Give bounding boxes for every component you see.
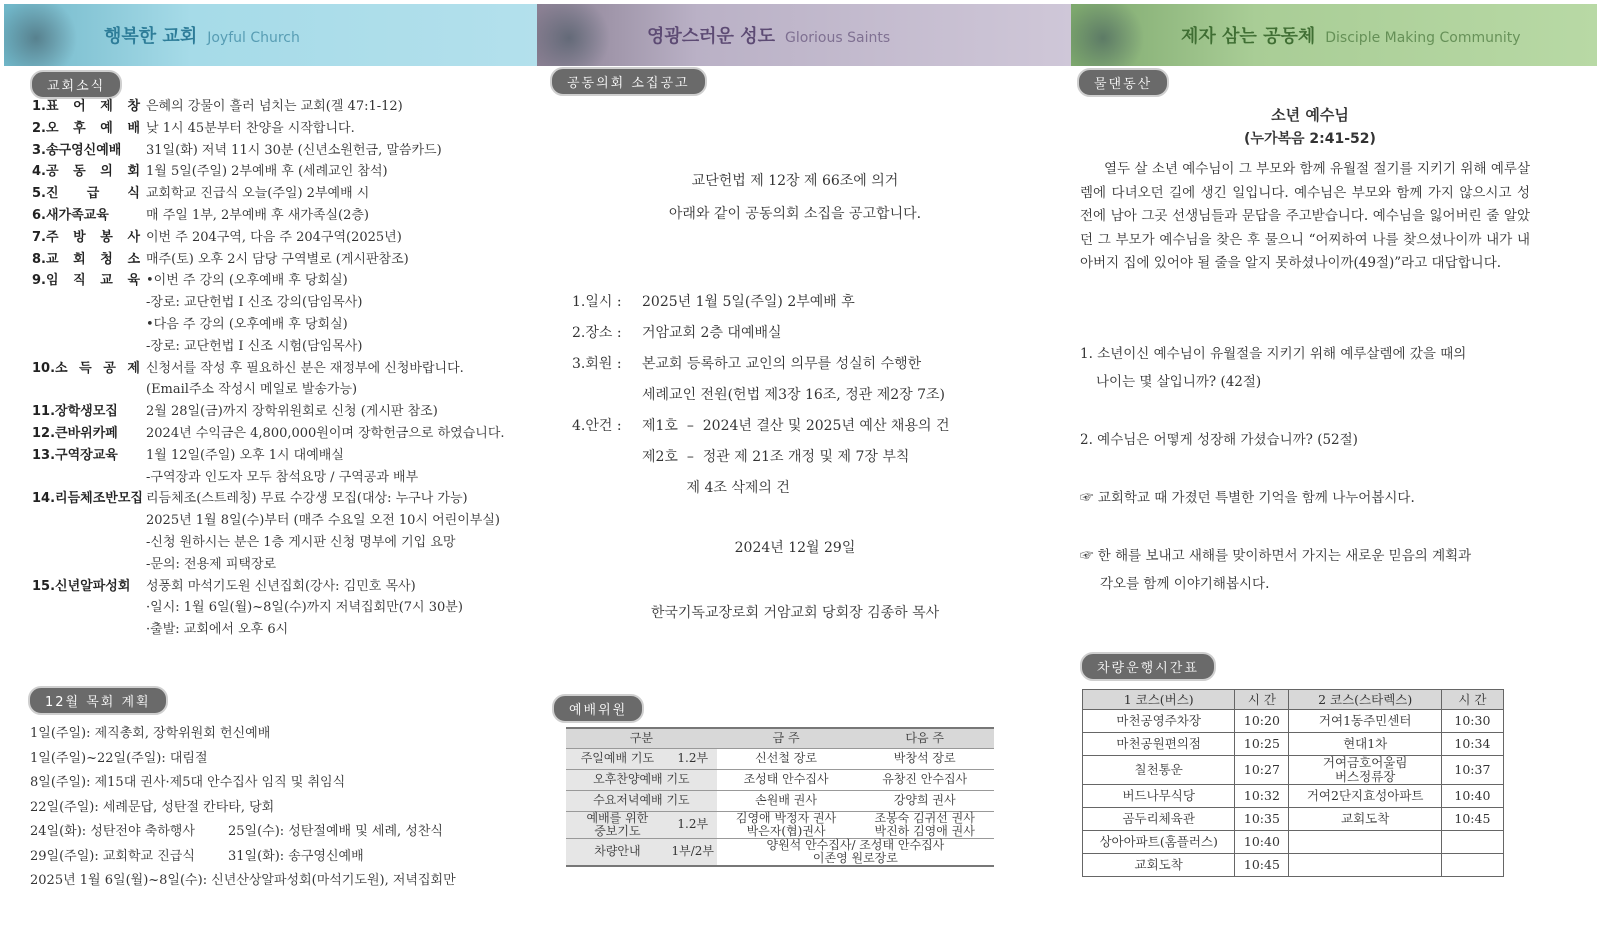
news-item-content	[146, 270, 512, 357]
news-item-content	[146, 249, 512, 271]
news-item-label: 13.구역장교육	[32, 447, 118, 463]
bus-cell	[1441, 831, 1503, 854]
this-week: 김영애 박정자 권사 박은자(협)권사	[717, 811, 856, 838]
header-photo	[537, 4, 617, 66]
notice-item-label: 1.일시 :	[572, 294, 622, 310]
news-item-line: 1월 12일(주일) 오후 1시 대예배실	[146, 447, 344, 463]
news-item-content	[146, 227, 512, 249]
news-item	[32, 118, 512, 140]
news-item-content	[146, 423, 512, 445]
notice-item	[572, 411, 1042, 504]
bus-cell: 10:34	[1441, 733, 1503, 756]
bus-cell: 버드나무식당	[1083, 785, 1235, 808]
next-week: 조봉숙 김귀선 권사 박진하 김영애 권사	[855, 811, 994, 838]
bus-cell: 10:37	[1441, 756, 1503, 785]
notice-item-content	[642, 349, 945, 411]
role-name: 오후찬양예배 기도	[566, 769, 717, 790]
table-row	[1083, 785, 1504, 808]
news-item	[32, 183, 512, 205]
question-2: 2. 예수님은 어떻게 성장해 가셨습니까? (52절)	[1080, 432, 1358, 448]
news-item-label: 15.신년알파성회	[32, 578, 131, 594]
next-week: 강양희 권사	[855, 790, 994, 811]
notice-item-content	[642, 318, 782, 349]
section-label-worship: 예배위원	[552, 694, 644, 723]
news-item-label: 3.송구영신예배	[32, 142, 122, 158]
news-item-line: ·출발: 교회에서 오후 6시	[146, 622, 289, 638]
news-item-line: •이번 주 강의 (오후예배 후 당회실)	[146, 273, 348, 289]
header-photo	[4, 4, 84, 66]
news-item-line: 매 주일 1부, 2부예배 후 새가족실(2층)	[146, 207, 370, 223]
table-row	[566, 769, 994, 790]
col-header: 시 간	[1441, 690, 1503, 710]
bus-cell: 10:25	[1235, 733, 1289, 756]
news-item	[32, 423, 512, 445]
worship-committee-table	[566, 727, 994, 867]
news-item-content	[146, 118, 512, 140]
news-item	[32, 161, 512, 183]
notice-item-content	[642, 411, 949, 504]
bus-cell: 거여금호어울림 버스정류장	[1289, 756, 1441, 785]
bus-cell	[1289, 831, 1441, 854]
next-week: 박창석 장로	[855, 748, 994, 769]
role-name: 예배를 위한 중보기도	[566, 811, 669, 838]
news-item	[32, 576, 512, 641]
section-label-bible: 물댄동산	[1077, 68, 1169, 97]
news-item-content	[146, 576, 512, 641]
bus-cell: 상아아파트(홈플러스)	[1083, 831, 1235, 854]
bus-cell: 현대1차	[1289, 733, 1441, 756]
header-title: 행복한 교회 Joyful Church	[104, 26, 300, 47]
notice-item-line: 제1호 – 2024년 결산 및 2025년 예산 채용의 건	[642, 418, 950, 434]
news-item-line: •다음 주 강의 (오후예배 후 당회실)	[146, 316, 348, 332]
bus-cell: 10:35	[1235, 808, 1289, 831]
news-item	[32, 488, 512, 575]
header-glorious-saints	[537, 4, 1071, 66]
church-news-list	[32, 96, 512, 641]
bible-reference: (누가복음 2:41-52)	[1244, 131, 1376, 147]
news-item-line: ·일시: 1월 6일(월)~8일(수)까지 저녁집회만(7시 30분)	[146, 600, 463, 616]
news-item	[32, 96, 512, 118]
bus-cell: 10:30	[1441, 710, 1503, 733]
bus-cell: 10:20	[1235, 710, 1289, 733]
question-1: 1. 소년이신 예수님이 유월절을 지키기 위해 예루살렘에 갔을 때의	[1080, 346, 1467, 362]
bus-cell: 거여2단지효성아파트	[1289, 785, 1441, 808]
news-item-content	[146, 401, 512, 423]
role-name: 차량안내	[566, 838, 669, 866]
plan-line: 24일(화): 성탄전야 축하행사 25일(수): 성탄절예배 및 세례, 성찬식	[30, 824, 443, 839]
bible-title: 소년 예수님	[1271, 106, 1349, 124]
plan-line: 2025년 1월 6일(월)~8일(수): 신년산상알파성회(마석기도원), 저녁집회만	[30, 873, 456, 888]
december-plan-list	[30, 722, 510, 894]
header-title: 제자 삼는 공동체 Disciple Making Community	[1181, 26, 1521, 47]
news-item-content	[146, 358, 512, 402]
table-row	[1083, 733, 1504, 756]
bus-cell: 칠천통운	[1083, 756, 1235, 785]
bus-cell: 10:27	[1235, 756, 1289, 785]
notice-intro-2: 아래와 같이 공동의회 소집을 공고합니다.	[668, 206, 922, 222]
role-name: 수요저녁예배 기도	[566, 790, 717, 811]
bus-cell: 10:32	[1235, 785, 1289, 808]
section-label-notice: 공동의회 소집공고	[550, 67, 707, 96]
news-item-label: 11.장학생모집	[32, 404, 118, 420]
table-row	[1083, 854, 1504, 877]
news-item-label: 10.소 득 공 제	[32, 360, 140, 376]
bus-cell	[1289, 854, 1441, 877]
section-label-plan: 12월 목회 계획	[28, 686, 168, 715]
table-row	[566, 790, 994, 811]
news-item-label: 7.주 방 봉 사	[32, 229, 140, 245]
plan-line: 8일(주일): 제15대 권사·제5대 안수집사 임직 및 취임식	[30, 775, 346, 790]
notice-item	[572, 349, 1042, 411]
news-item-line: (Email주소 작성시 메일로 발송가능)	[146, 382, 358, 398]
news-item-line: -신청 원하시는 분은 1층 게시판 신청 명부에 기입 요망	[146, 534, 456, 550]
table-row	[1083, 831, 1504, 854]
news-item-line: 2025년 1월 8일(수)부터 (매주 수요일 오전 10시 어린이부실)	[146, 513, 500, 529]
bus-cell: 교회도착	[1289, 808, 1441, 831]
section-label-bus: 차량운행시간표	[1080, 652, 1216, 681]
news-item-content	[146, 183, 512, 205]
table-row	[1083, 808, 1504, 831]
news-item-line: 낮 1시 45분부터 찬양을 시작합니다.	[146, 120, 355, 136]
discussion-2-cont: 각오를 함께 이야기해봅시다.	[1100, 576, 1270, 592]
news-item-line: -문의: 전용제 피택장로	[146, 556, 277, 572]
plan-line: 22일(주일): 세례문답, 성탄절 칸타타, 당회	[30, 799, 275, 815]
news-item-line: 2월 28일(금)까지 장학위원회로 신청 (게시판 참조)	[146, 404, 438, 420]
news-item-line: 이번 주 204구역, 다음 주 204구역(2025년)	[146, 229, 402, 245]
bible-paragraph: 열두 살 소년 예수님이 그 부모와 함께 유월절 절기를 지키기 위해 예루살렘에 다녀오던 길에 생긴 일입니다. 예수님은 부모와 함께 가지 않으시고 성전에 남아 그곳 선생님들과 문답을 주고받습니다. 예수님을 잃어버린 줄 알았던 그 부모가 예수님을 찾은 후 물으니 “어찌하여 나를 찾으셨나이까 내가 내 아버지 집에 있어야 될 줄을 알지 못하셨나이까(49절)”라고 대답합니다.	[1080, 161, 1530, 271]
question-1-cont: 나이는 몇 살입니까? (42절)	[1096, 374, 1262, 390]
header-disciple-community	[1071, 4, 1597, 66]
news-item-line: -장로: 교단헌법 I 신조 강의(담임목사)	[146, 295, 363, 311]
discussion-1: ☞ 교회학교 때 가졌던 특별한 기억을 함께 나누어봅시다.	[1080, 490, 1415, 506]
notice-item	[572, 318, 1042, 349]
bus-schedule-table	[1082, 689, 1504, 877]
bus-cell: 10:40	[1235, 831, 1289, 854]
notice-items	[572, 287, 1042, 504]
notice-item-label: 2.장소 :	[572, 325, 622, 341]
bus-cell: 거여1동주민센터	[1289, 710, 1441, 733]
notice-item-line: 본교회 등록하고 교인의 의무를 성실히 수행한	[642, 356, 922, 372]
news-item-label: 4.공 동 의 회	[32, 164, 140, 180]
news-item	[32, 401, 512, 423]
news-item-line: 1월 5일(주일) 2부예배 후 (세례교인 참석)	[146, 164, 388, 180]
section-label-news: 교회소식	[30, 70, 122, 99]
role-name: 주일예배 기도	[566, 748, 669, 769]
plan-line: 29일(주일): 교회학교 진급식 31일(화): 송구영신예배	[30, 848, 364, 864]
notice-item-line: 거암교회 2층 대예배실	[642, 325, 782, 341]
news-item-content	[146, 96, 512, 118]
bus-cell: 10:40	[1441, 785, 1503, 808]
news-item	[32, 227, 512, 249]
discussion-2: ☞ 한 해를 보내고 새해를 맞이하면서 가지는 새로운 믿음의 계획과	[1080, 548, 1472, 564]
news-item	[32, 445, 512, 489]
news-item-line: 31일(화) 저녁 11시 30분 (신년소원헌금, 말씀카드)	[146, 142, 442, 158]
news-item-content	[146, 445, 512, 489]
col-header: 2 코스(스타렉스)	[1289, 690, 1441, 710]
notice-item	[572, 287, 1042, 318]
news-item-line: 교회학교 진급식 오늘(주일) 2부예배 시	[146, 186, 370, 202]
news-item-line: 매주(토) 오후 2시 담당 구역별로 (게시판참조)	[146, 251, 409, 267]
header-title: 영광스러운 성도 Glorious Saints	[647, 26, 891, 47]
bus-cell: 마천공영주차장	[1083, 710, 1235, 733]
bus-cell: 10:45	[1235, 854, 1289, 877]
notice-signature: 한국기독교장로회 거암교회 당회장 김종하 목사	[650, 605, 940, 621]
table-row	[566, 811, 994, 838]
header-joyful-church	[4, 4, 537, 66]
news-item-label: 2.오 후 예 배	[32, 120, 140, 136]
role-sub: 1.2부	[669, 811, 717, 838]
news-item-content	[146, 488, 512, 575]
news-item-line: 리듬체조(스트레칭) 무료 수강생 모집(대상: 누구나 가능)	[146, 491, 468, 507]
this-week: 조성태 안수집사	[717, 769, 856, 790]
table-row	[1083, 756, 1504, 785]
news-item-label: 1.표 어 제 창	[32, 99, 140, 114]
notice-item-line: 세례교인 전원(헌법 제3장 16조, 정관 제2장 7조)	[642, 387, 945, 403]
next-week: 유창진 안수집사	[855, 769, 994, 790]
news-item-label: 12.큰바위카페	[32, 425, 118, 441]
notice-intro-1: 교단헌법 제 12장 제 66조에 의거	[691, 173, 899, 189]
notice-item-label: 3.회원 :	[572, 356, 622, 372]
col-header: 금 주	[717, 728, 856, 748]
news-item-label: 6.새가족교육	[32, 207, 109, 223]
bus-cell: 10:45	[1441, 808, 1503, 831]
notice-item-line: 제2호 – 정관 제 21조 개정 및 제 7장 부칙	[642, 449, 910, 465]
news-item-content	[146, 161, 512, 183]
notice-item-label: 4.안건 :	[572, 418, 622, 434]
plan-line: 1일(주일)~22일(주일): 대림절	[30, 750, 208, 766]
col-header: 시 간	[1235, 690, 1289, 710]
news-item	[32, 140, 512, 162]
bus-cell: 교회도착	[1083, 854, 1235, 877]
news-item-label: 8.교 회 청 소	[32, 251, 140, 267]
news-item	[32, 249, 512, 271]
news-item-line: 2024년 수익금은 4,800,000원이며 장학헌금으로 하였습니다.	[146, 425, 505, 441]
news-item-line: 신청서를 작성 후 필요하신 분은 재정부에 신청바랍니다.	[146, 360, 464, 376]
news-item-content	[146, 140, 512, 162]
notice-item-content	[642, 287, 855, 318]
news-item-line: -구역장과 인도자 모두 참석요망 / 구역공과 배부	[146, 469, 419, 485]
table-row	[566, 838, 994, 866]
this-week: 신선철 장로	[717, 748, 856, 769]
notice-item-line: 제 4조 삭제의 건	[642, 480, 790, 496]
bus-cell	[1441, 854, 1503, 877]
news-item-content	[146, 205, 512, 227]
this-week: 양원석 안수집사/ 조성태 안수집사 이존영 원로장로	[717, 838, 994, 866]
bus-cell: 곰두리체육관	[1083, 808, 1235, 831]
bus-cell: 마천공원편의점	[1083, 733, 1235, 756]
news-item	[32, 205, 512, 227]
table-row	[566, 748, 994, 769]
role-sub: 1.2부	[669, 748, 717, 769]
col-header: 구분	[566, 728, 717, 748]
header-photo	[1071, 4, 1151, 66]
this-week: 손원배 권사	[717, 790, 856, 811]
news-item	[32, 270, 512, 357]
news-item-line: -장로: 교단헌법 I 신조 시험(담임목사)	[146, 338, 363, 354]
news-item	[32, 358, 512, 402]
news-item-line: 은혜의 강물이 흘러 넘치는 교회(겔 47:1-12)	[146, 99, 403, 114]
news-item-label: 5.진 급 식	[32, 186, 140, 202]
news-item-line: 성풍회 마석기도원 신년집회(강사: 김민호 목사)	[146, 578, 416, 594]
col-header: 1 코스(버스)	[1083, 690, 1235, 710]
col-header: 다음 주	[855, 728, 994, 748]
notice-date: 2024년 12월 29일	[734, 540, 856, 556]
table-row	[1083, 710, 1504, 733]
plan-line: 1일(주일): 제직총회, 장학위원회 헌신예배	[30, 726, 271, 741]
news-item-label: 9.임 직 교 육	[32, 273, 140, 289]
role-sub: 1부/2부	[669, 838, 717, 866]
notice-item-line: 2025년 1월 5일(주일) 2부예배 후	[642, 294, 855, 310]
news-item-label: 14.리듬체조반모집	[32, 491, 143, 507]
